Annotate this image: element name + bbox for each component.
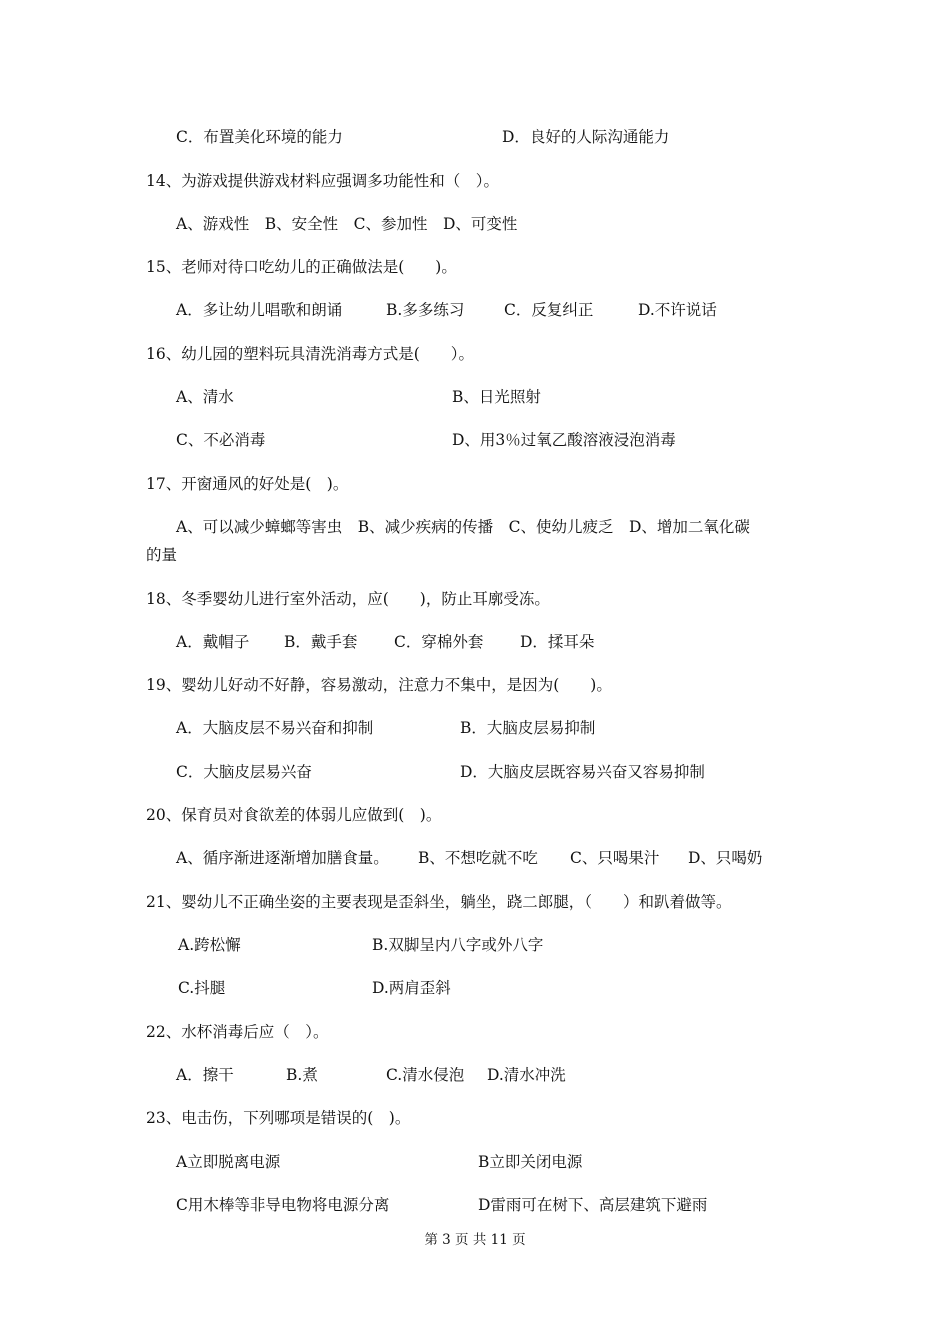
option-b: B立即关闭电源 <box>478 1153 583 1171</box>
question-17: 17、开窗通风的好处是( )。 <box>146 475 349 493</box>
question-21: 21、婴幼儿不正确坐姿的主要表现是歪斜坐，躺坐，跷二郎腿，（ ）和趴着做等。 <box>146 893 732 911</box>
option-d: D.两肩歪斜 <box>372 979 451 997</box>
option-d: D.清水冲洗 <box>487 1066 566 1084</box>
option-d: D．良好的人际沟通能力 <box>502 128 670 146</box>
question-22: 22、水杯消毒后应（ ）。 <box>146 1023 329 1041</box>
option-b: B、日光照射 <box>452 388 541 406</box>
question-20: 20、保育员对食欲差的体弱儿应做到( )。 <box>146 806 442 824</box>
option-c: C．反复纠正 <box>504 301 594 319</box>
option-c: C.抖腿 <box>178 979 226 997</box>
option-a: A．多让幼儿唱歌和朗诵 <box>176 301 343 319</box>
question-17-options-cont: 的量 <box>146 546 178 564</box>
option-a: A．戴帽子 <box>176 633 250 651</box>
option-c: C、不必消毒 <box>176 431 266 449</box>
option-a: A、清水 <box>176 388 234 406</box>
option-d: D雷雨可在树下、高层建筑下避雨 <box>478 1196 708 1214</box>
option-b: B.多多练习 <box>386 301 465 319</box>
option-b: B．大脑皮层易抑制 <box>460 719 596 737</box>
option-c: C.清水侵泡 <box>386 1066 465 1084</box>
option-c: C．布置美化环境的能力 <box>176 128 343 146</box>
option-a: A、循序渐进逐渐增加膳食量。 <box>176 849 389 867</box>
option-a: A．擦干 <box>176 1066 234 1084</box>
option-b: B．戴手套 <box>284 633 358 651</box>
question-19: 19、婴幼儿好动不好静，容易激动，注意力不集中，是因为( )。 <box>146 676 612 694</box>
option-b: B、不想吃就不吃 <box>418 849 538 867</box>
page-footer: 第 3 页 共 11 页 <box>424 1232 526 1248</box>
question-17-options: A、可以减少蟑螂等害虫 B、减少疾病的传播 C、使幼儿疲乏 D、增加二氧化碳 <box>176 518 750 536</box>
option-d: D、用3％过氧乙酸溶液浸泡消毒 <box>452 431 676 449</box>
option-b: B.煮 <box>286 1066 318 1084</box>
option-a: A.跨松懈 <box>178 936 241 954</box>
option-d: D、只喝奶 <box>688 849 763 867</box>
option-c: C用木棒等非导电物将电源分离 <box>176 1196 390 1214</box>
option-d: D.不许说话 <box>638 301 717 319</box>
question-14-options: A、游戏性 B、安全性 C、参加性 D、可变性 <box>176 215 518 233</box>
question-15: 15、老师对待口吃幼儿的正确做法是( )。 <box>146 258 457 276</box>
question-23: 23、电击伤，下列哪项是错误的( )。 <box>146 1109 411 1127</box>
question-14: 14、为游戏提供游戏材料应强调多功能性和（ ）。 <box>146 172 499 190</box>
option-c: C．穿棉外套 <box>394 633 484 651</box>
option-c: C、只喝果汁 <box>570 849 660 867</box>
question-18: 18、冬季婴幼儿进行室外活动，应( )，防止耳廓受冻。 <box>146 590 550 608</box>
option-c: C．大脑皮层易兴奋 <box>176 763 312 781</box>
option-b: B.双脚呈内八字或外八字 <box>372 936 544 954</box>
option-a: A立即脱离电源 <box>176 1153 281 1171</box>
option-d: D．揉耳朵 <box>520 633 595 651</box>
option-d: D．大脑皮层既容易兴奋又容易抑制 <box>460 763 705 781</box>
question-16: 16、幼儿园的塑料玩具清洗消毒方式是( ）。 <box>146 345 475 363</box>
option-a: A．大脑皮层不易兴奋和抑制 <box>176 719 374 737</box>
